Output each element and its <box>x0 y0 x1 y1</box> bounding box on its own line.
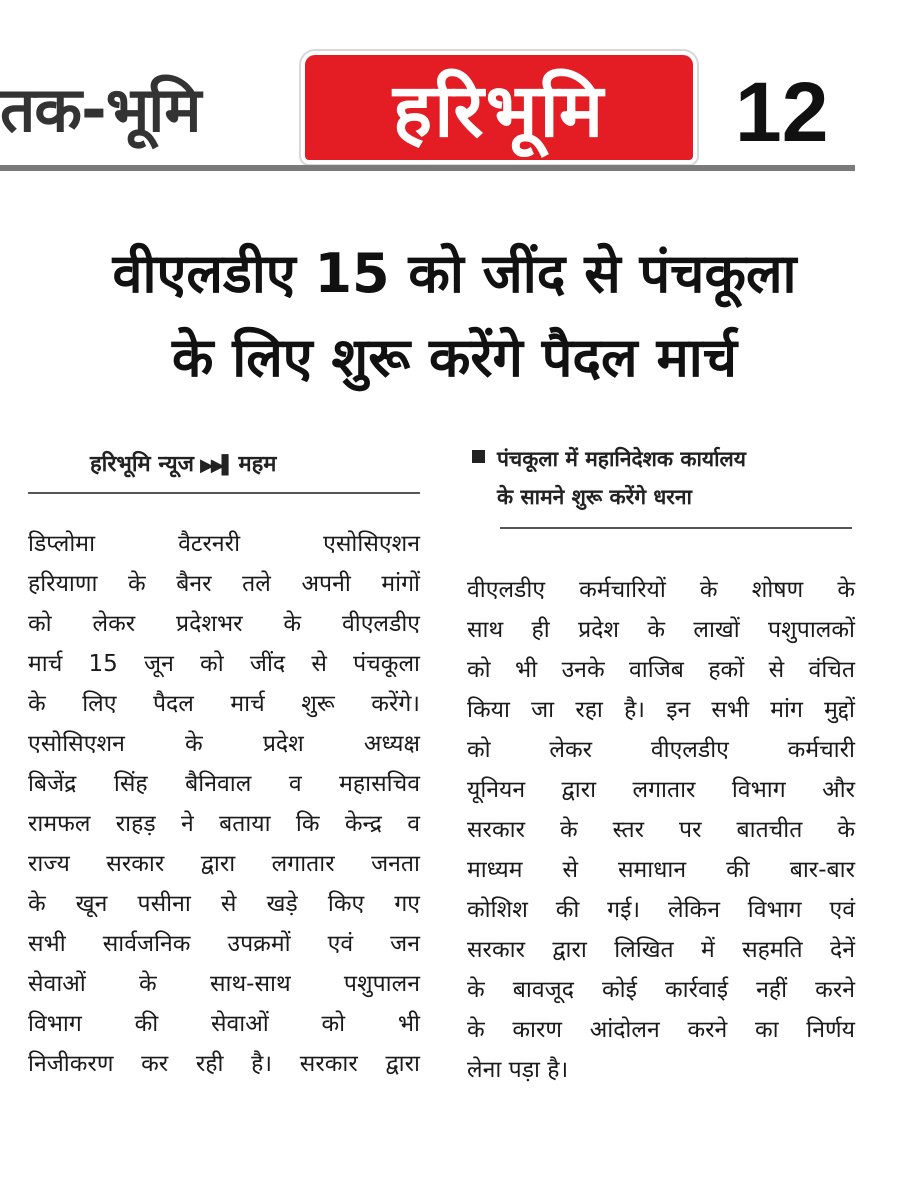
byline-divider <box>28 492 420 494</box>
headline-line: वीएलडीए 15 को जींद से पंचकूला <box>112 242 797 305</box>
newspaper-logo <box>305 55 693 160</box>
masthead <box>0 50 909 170</box>
body-line: हरियाणा के बैनर तले अपनी मांगों <box>28 571 420 597</box>
section-name: तक-भूमि <box>0 73 201 146</box>
body-line: के कारण आंदोलन करने का निर्णय <box>467 1017 855 1043</box>
body-line: माध्यम से समाधान की बार-बार <box>467 857 855 883</box>
kicker-line: पंचकूला में महानिदेशक कार्यालय <box>497 447 746 471</box>
body-line: सरकार के स्तर पर बातचीत के <box>467 817 855 843</box>
byline <box>90 448 276 478</box>
byline-place: महम <box>238 452 277 477</box>
right-column <box>467 570 855 1090</box>
body-line: को लेकर प्रदेशभर के वीएलडीए <box>28 611 420 637</box>
body-line: मार्च 15 जून को जींद से पंचकूला <box>28 651 420 677</box>
body-line: बिजेंद्र सिंह बैनिवाल व महासचिव <box>28 771 420 797</box>
body-line: यूनियन द्वारा लगातार विभाग और <box>467 777 855 803</box>
body-line: को भी उनके वाजिब हकों से वंचित <box>467 657 855 683</box>
body-line: डिप्लोमा वैटरनरी एसोसिएशन <box>28 531 420 557</box>
page-number: 12 <box>735 65 829 159</box>
body-line: कोशिश की गई। लेकिन विभाग एवं <box>467 897 855 923</box>
body-line: सरकार द्वारा लिखित में सहमति देनें <box>467 937 855 963</box>
body-line: लेना पड़ा है। <box>467 1057 569 1083</box>
body-line: को लेकर वीएलडीए कर्मचारी <box>467 737 855 763</box>
body-line: वीएलडीए कर्मचारियों के शोषण के <box>467 577 855 603</box>
kicker-divider <box>500 527 852 529</box>
kicker-line: के सामने शुरू करेंगे धरना <box>497 485 692 509</box>
body-line: विभाग की सेवाओं को भी <box>28 1011 420 1037</box>
logo-text: हरिभूमि <box>392 68 606 154</box>
square-bullet-icon <box>472 450 485 463</box>
body-line: सभी सार्वजनिक उपक्रमों एवं जन <box>28 931 420 957</box>
masthead-divider <box>0 165 855 171</box>
headline-line: के लिए शुरू करेंगे पैदल मार्च <box>171 326 738 389</box>
body-line: के बावजूद कोई कार्रवाई नहीं करने <box>467 977 855 1003</box>
left-column <box>28 524 420 1084</box>
kicker <box>472 440 872 516</box>
body-line: सेवाओं के साथ-साथ पशुपालन <box>28 971 420 997</box>
body-line: एसोसिएशन के प्रदेश अध्यक्ष <box>28 731 420 757</box>
headline <box>20 232 889 400</box>
body-line: के लिए पैदल मार्च शुरू करेंगे। <box>28 691 420 717</box>
body-line: रामफल राहड़ ने बताया कि केन्द्र व <box>28 811 420 837</box>
body-line: साथ ही प्रदेश के लाखों पशुपालकों <box>467 617 855 643</box>
body-line: किया जा रहा है। इन सभी मांग मुद्दों <box>467 697 855 723</box>
byline-source: हरिभूमि न्यूज <box>90 452 194 477</box>
fast-forward-icon: ▶▶▌ <box>199 455 233 476</box>
body-line: के खून पसीना से खड़े किए गए <box>28 891 420 917</box>
body-line: निजीकरण कर रही है। सरकार द्वारा <box>28 1051 420 1077</box>
body-line: राज्य सरकार द्वारा लगातार जनता <box>28 851 420 877</box>
page-bottom-edge <box>0 1192 909 1200</box>
